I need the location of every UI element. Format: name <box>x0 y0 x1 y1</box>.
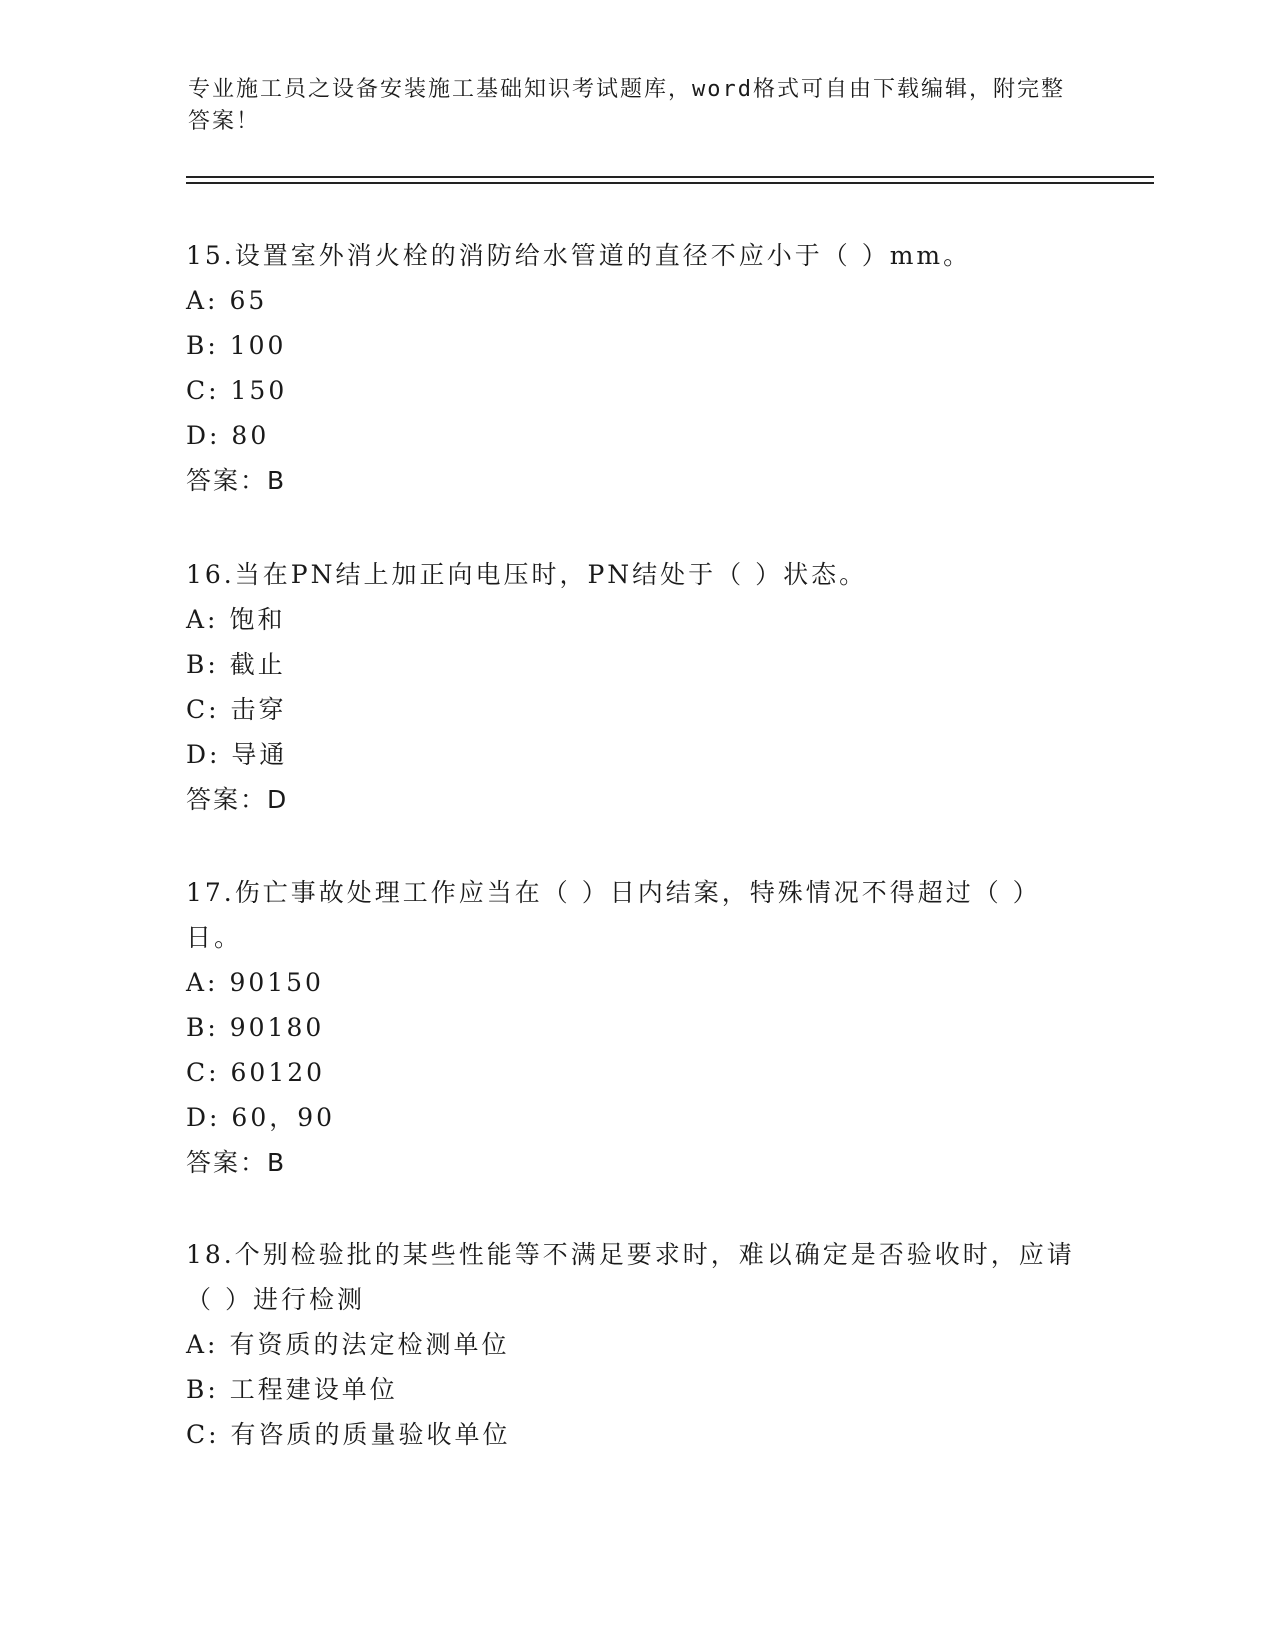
question-stem: 15.设置室外消火栓的消防给水管道的直径不应小于（ ）mm。 <box>186 241 972 270</box>
option-value: 饱和 <box>229 605 286 634</box>
option-value: 击穿 <box>230 695 287 724</box>
option-letter: B: <box>186 1013 219 1042</box>
question-stem: 16.当在PN结上加正向电压时，PN结处于（ ）状态。 <box>186 560 868 589</box>
answer-line: 答案：B <box>186 1148 287 1177</box>
option-value: 65 <box>229 286 268 315</box>
option-letter: C: <box>186 695 220 724</box>
option-value: 60120 <box>230 1058 326 1087</box>
question-17 <box>186 870 1086 1185</box>
option-letter: D: <box>186 740 221 769</box>
option-value: 150 <box>230 376 288 405</box>
option-value: 导通 <box>231 740 288 769</box>
option-value: 80 <box>231 421 270 450</box>
question-16 <box>186 552 1086 822</box>
question-15 <box>186 233 1086 503</box>
option-a <box>186 1322 1086 1367</box>
option-letter: C: <box>186 1420 220 1449</box>
option-letter: B: <box>186 1375 219 1404</box>
option-value: 有咨质的质量验收单位 <box>230 1420 511 1449</box>
option-c <box>186 1050 1086 1095</box>
option-letter: B: <box>186 331 219 360</box>
question-stem: 18.个别检验批的某些性能等不满足要求时，难以确定是否验收时，应请（ ）进行检测 <box>186 1240 1075 1314</box>
option-value: 90150 <box>229 968 324 997</box>
option-letter: A: <box>186 605 219 634</box>
option-value: 截止 <box>229 650 286 679</box>
option-b <box>186 642 1086 687</box>
option-letter: A: <box>186 1330 219 1359</box>
option-value: 工程建设单位 <box>229 1375 398 1404</box>
header-divider-top <box>186 176 1154 178</box>
option-d <box>186 1095 1086 1140</box>
option-letter: C: <box>186 1058 220 1087</box>
option-c <box>186 1412 1086 1457</box>
question-stem: 17.伤亡事故处理工作应当在（ ）日内结案，特殊情况不得超过（ ）日。 <box>186 878 1041 952</box>
option-value: 100 <box>229 331 287 360</box>
option-c <box>186 368 1086 413</box>
option-d <box>186 732 1086 777</box>
option-letter: D: <box>186 1103 221 1132</box>
option-b <box>186 1367 1086 1412</box>
option-a <box>186 278 1086 323</box>
option-letter: D: <box>186 421 221 450</box>
option-value: 有资质的法定检测单位 <box>229 1330 510 1359</box>
option-c <box>186 687 1086 732</box>
option-letter: A: <box>186 968 219 997</box>
option-value: 90180 <box>229 1013 325 1042</box>
option-value: 60，90 <box>231 1103 336 1132</box>
header-divider-bottom <box>186 182 1154 184</box>
option-a <box>186 597 1086 642</box>
option-letter: A: <box>186 286 219 315</box>
option-a <box>186 960 1086 1005</box>
answer-line: 答案：B <box>186 466 287 495</box>
document-header: 专业施工员之设备安装施工基础知识考试题库，word格式可自由下载编辑，附完整答案！ <box>188 77 1065 134</box>
option-letter: B: <box>186 650 219 679</box>
option-b <box>186 323 1086 368</box>
answer-line: 答案：D <box>186 785 289 814</box>
option-letter: C: <box>186 376 220 405</box>
option-d <box>186 413 1086 458</box>
option-b <box>186 1005 1086 1050</box>
question-18 <box>186 1232 1086 1457</box>
